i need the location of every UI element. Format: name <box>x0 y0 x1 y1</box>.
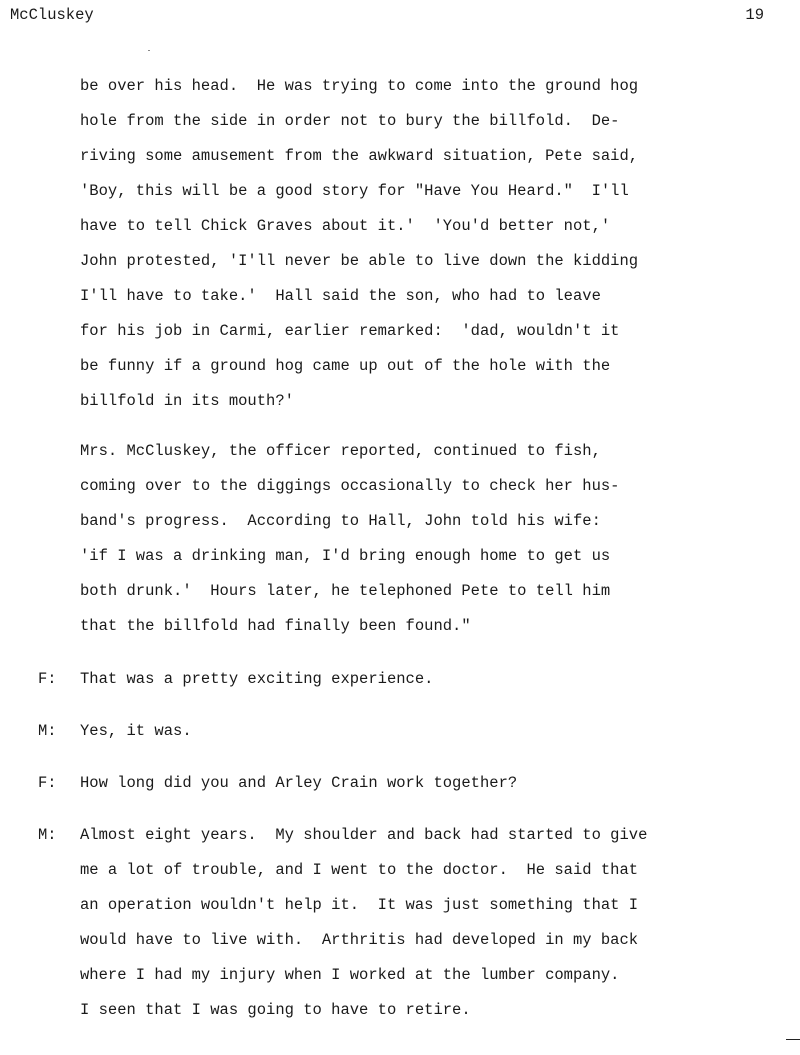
text-line: I seen that I was going to have to retire. <box>80 1001 471 1019</box>
text-line: an operation wouldn't help it. It was just something that I <box>80 896 639 914</box>
text-line: be funny if a ground hog came up out of the hole with the <box>80 357 611 375</box>
text-line: John protested, 'I'll never be able to live down the kidding <box>80 252 639 270</box>
text-line: That was a pretty exciting experience. <box>80 670 434 688</box>
header-interviewee-name: McCluskey <box>10 6 94 24</box>
text-line: be over his head. He was trying to come into the ground hog <box>80 77 639 95</box>
text-line: billfold in its mouth?' <box>80 392 294 410</box>
page-edge-mark <box>786 1039 800 1040</box>
text-line: have to tell Chick Graves about it.' 'You'd better not,' <box>80 217 611 235</box>
speaker-label: M: <box>38 826 57 844</box>
text-line: both drunk.' Hours later, he telephoned Pete to tell him <box>80 582 611 600</box>
text-line: Yes, it was. <box>80 722 192 740</box>
text-line: How long did you and Arley Crain work together? <box>80 774 518 792</box>
quoted-paragraph <box>80 69 638 419</box>
text-line: riving some amusement from the awkward situation, Pete said, <box>80 147 639 165</box>
text-line: would have to live with. Arthritis had developed in my back <box>80 931 639 949</box>
text-line: for his job in Carmi, earlier remarked: 'dad, wouldn't it <box>80 322 620 340</box>
page-header <box>10 6 764 26</box>
text-line: that the billfold had finally been found." <box>80 617 471 635</box>
text-line: Mrs. McCluskey, the officer reported, continued to fish, <box>80 442 601 460</box>
text-line: hole from the side in order not to bury the billfold. De- <box>80 112 620 130</box>
text-line: coming over to the diggings occasionally to check her hus- <box>80 477 620 495</box>
text-line: 'Boy, this will be a good story for "Have You Heard." I'll <box>80 182 629 200</box>
speaker-label: M: <box>38 722 57 740</box>
text-line: Almost eight years. My shoulder and back had started to give <box>80 826 648 844</box>
text-line: where I had my injury when I worked at the lumber company. <box>80 966 620 984</box>
speaker-label: F: <box>38 670 57 688</box>
text-line: 'if I was a drinking man, I'd bring enough home to get us <box>80 547 611 565</box>
page-number: 19 <box>745 6 764 24</box>
quoted-paragraph <box>80 434 620 644</box>
speaker-label: F: <box>38 774 57 792</box>
scan-speck <box>148 50 150 51</box>
text-line: I'll have to take.' Hall said the son, who had to leave <box>80 287 601 305</box>
text-line: band's progress. According to Hall, John told his wife: <box>80 512 601 530</box>
text-line: me a lot of trouble, and I went to the doctor. He said that <box>80 861 639 879</box>
